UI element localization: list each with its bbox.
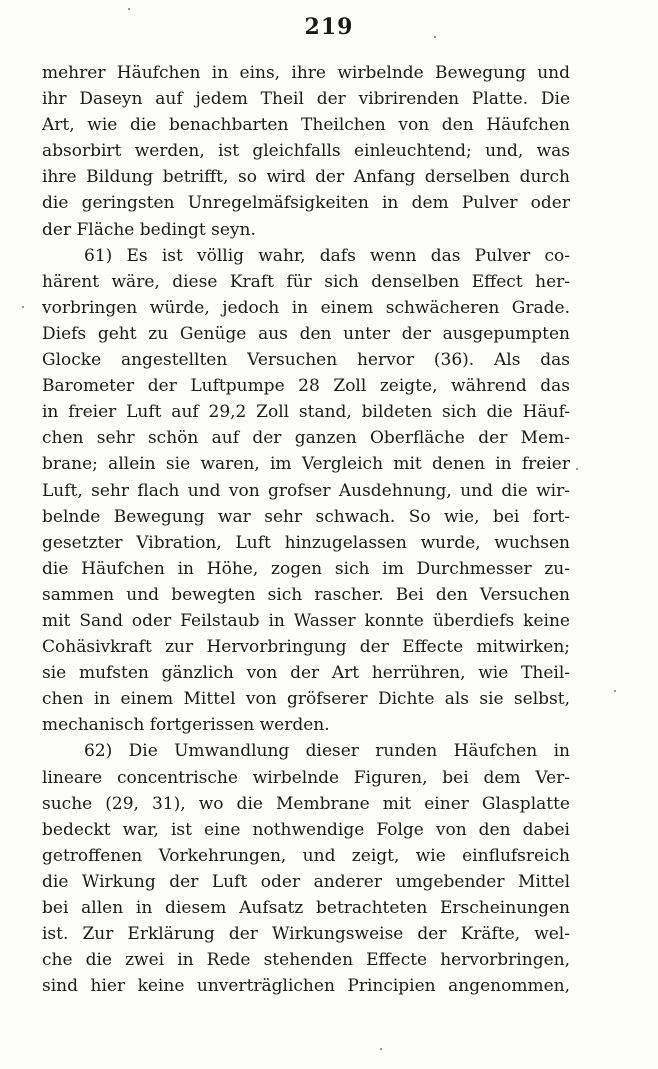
text-line: suche (29, 31), wo die Membrane mit einer Glasplatte	[42, 793, 570, 814]
text-line: 61) Es ist völlig wahr, dafs wenn das Pulver co-	[84, 245, 570, 266]
page-number: 219	[304, 14, 354, 40]
text-line: Luft, sehr flach und von grofser Ausdehnung, und die wir-	[42, 480, 570, 501]
text-line: der Fläche bedingt seyn.	[42, 219, 256, 240]
text-line: Diefs geht zu Genüge aus den unter der ausgepumpten	[42, 323, 570, 344]
scan-speck	[576, 468, 578, 470]
text-line: Glocke angestellten Versuchen hervor (36). Als das	[42, 350, 570, 371]
scan-speck	[380, 1048, 382, 1050]
text-line: härent wäre, diese Kraft für sich denselben Effect her-	[42, 271, 570, 292]
text-line: lineare concentrische wirbelnde Figuren, bei dem Ver-	[42, 767, 570, 788]
scan-speck	[128, 8, 130, 10]
text-line: die geringsten Unregelmäfsigkeiten in dem Pulver oder	[42, 193, 570, 214]
text-line: mechanisch fortgerissen werden.	[42, 715, 330, 736]
text-line: sammen und bewegten sich rascher. Bei den Versuchen	[42, 584, 570, 605]
text-line: bei allen in diesem Aufsatz betrachteten Erscheinungen	[42, 898, 570, 918]
text-line: sie mufsten gänzlich von der Art herrühren, wie Theil-	[42, 663, 570, 684]
text-line: chen in einem Mittel von gröfserer Dichte als sie selbst,	[42, 689, 570, 710]
scan-speck	[614, 690, 616, 692]
text-line: getroffenen Vorkehrungen, und zeigt, wie einflufsreich	[42, 845, 570, 866]
text-line: die Häufchen in Höhe, zogen sich im Durchmesser zu-	[42, 558, 570, 579]
text-line: in freier Luft auf 29,2 Zoll stand, bildeten sich die Häuf-	[42, 402, 570, 423]
text-line: gesetzter Vibration, Luft hinzugelassen wurde, wuchsen	[42, 532, 570, 553]
text-line: 62) Die Umwandlung dieser runden Häufchen in	[84, 741, 570, 762]
text-line: sind hier keine unverträglichen Principien angenommen,	[42, 976, 570, 997]
text-line: bedeckt war, ist eine nothwendige Folge von den dabei	[42, 819, 570, 840]
text-line: mehrer Häufchen in eins, ihre wirbelnde Bewegung und	[42, 63, 570, 83]
text-line: mit Sand oder Feilstaub in Wasser konnte überdiefs keine	[42, 610, 570, 631]
text-line: vorbringen würde, jedoch in einem schwächeren Grade.	[42, 297, 570, 318]
text-line: che die zwei in Rede stehenden Effecte hervorbringen,	[42, 950, 570, 971]
text-line: ihre Bildung betrifft, so wird der Anfang derselben durch	[42, 167, 570, 188]
text-line: chen sehr schön auf der ganzen Oberfläche der Mem-	[42, 428, 570, 449]
text-line: Barometer der Luftpumpe 28 Zoll zeigte, während das	[42, 376, 570, 397]
text-line: ihr Daseyn auf jedem Theil der vibrirenden Platte. Die	[42, 89, 570, 110]
text-line: Cohäsivkraft zur Hervorbringung der Effecte mitwirken;	[42, 637, 570, 658]
text-line: belnde Bewegung war sehr schwach. So wie, bei fort-	[42, 506, 570, 527]
body-text	[42, 60, 570, 999]
scan-speck	[434, 36, 436, 38]
text-line: ist. Zur Erklärung der Wirkungsweise der Kräfte, wel-	[42, 924, 570, 945]
text-line: Art, wie die benachbarten Theilchen von den Häufchen	[42, 115, 570, 136]
text-line: die Wirkung der Luft oder anderer umgebender Mittel	[42, 871, 570, 892]
scan-speck	[22, 306, 24, 308]
text-line: brane; allein sie waren, im Vergleich mit denen in freier	[42, 454, 570, 475]
text-line: absorbirt werden, ist gleichfalls einleuchtend; und, was	[42, 141, 570, 162]
